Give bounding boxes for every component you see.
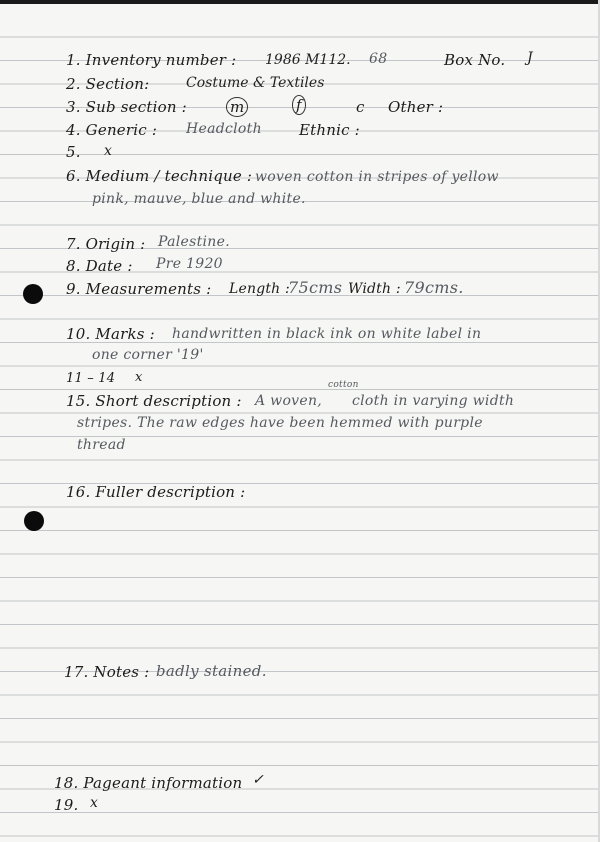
short-description-line-1b: cloth in varying width: [352, 393, 515, 409]
ethnic-label: Ethnic :: [299, 121, 360, 139]
short-description-label: 15. Short description :: [66, 392, 242, 410]
marks-line-2: one corner '19': [92, 347, 204, 363]
generic-label: 4. Generic :: [66, 121, 158, 139]
sub-section-label: 3. Sub section :: [66, 98, 187, 116]
row-19-value: x: [90, 795, 98, 811]
box-number-label: Box No.: [444, 51, 506, 69]
notes-label: 17. Notes :: [64, 663, 150, 681]
short-description-line-3: thread: [77, 437, 126, 453]
section-label: 2. Section:: [66, 75, 150, 93]
row-5-label: 5.: [66, 143, 81, 161]
sub-section-option-m-circled: m: [226, 97, 248, 117]
scan-top-edge: [0, 0, 600, 4]
sub-section-option-f-circled: f: [292, 95, 306, 115]
fuller-description-label: 16. Fuller description :: [66, 483, 246, 501]
short-description-insertion: cotton: [328, 380, 359, 390]
rows-11-14-label: 11 – 14: [66, 371, 116, 386]
sub-section-option-other: Other :: [388, 98, 444, 116]
punch-hole-top: [23, 284, 43, 304]
origin-label: 7. Origin :: [66, 235, 146, 253]
row-19-label: 19.: [54, 796, 79, 814]
medium-technique-line-2: pink, mauve, blue and white.: [92, 191, 306, 207]
date-label: 8. Date :: [66, 257, 133, 275]
marks-label: 10. Marks :: [66, 325, 155, 343]
rows-11-14-value: x: [135, 370, 143, 385]
row-5-value: x: [104, 143, 112, 159]
generic-value: Headcloth: [186, 121, 262, 137]
width-value: 79cms.: [404, 278, 464, 297]
short-description-line-1a: A woven,: [255, 393, 323, 409]
medium-technique-label: 6. Medium / technique :: [66, 167, 253, 185]
inventory-number-suffix: 68: [369, 51, 388, 67]
date-value: Pre 1920: [156, 256, 223, 272]
pageant-information-tick: ✓: [252, 772, 264, 788]
box-number-value: J: [527, 50, 533, 66]
notes-value: badly stained.: [156, 662, 267, 680]
length-label: Length :: [229, 281, 290, 297]
width-label: Width :: [348, 281, 401, 297]
measurements-label: 9. Measurements :: [66, 280, 212, 298]
inventory-number-value: 1986 M112.: [265, 52, 351, 68]
punch-hole-bottom: [24, 511, 44, 531]
length-value: 75cms: [288, 278, 343, 297]
medium-technique-line-1: woven cotton in stripes of yellow: [255, 169, 499, 185]
inventory-number-label: 1. Inventory number :: [66, 51, 237, 69]
pageant-information-label: 18. Pageant information: [54, 774, 243, 792]
short-description-line-2: stripes. The raw edges have been hemmed with purple: [77, 415, 483, 431]
origin-value: Palestine.: [158, 234, 230, 250]
marks-line-1: handwritten in black ink on white label in: [172, 326, 482, 342]
sub-section-option-c: c: [356, 98, 365, 116]
section-value: Costume & Textiles: [186, 75, 325, 91]
